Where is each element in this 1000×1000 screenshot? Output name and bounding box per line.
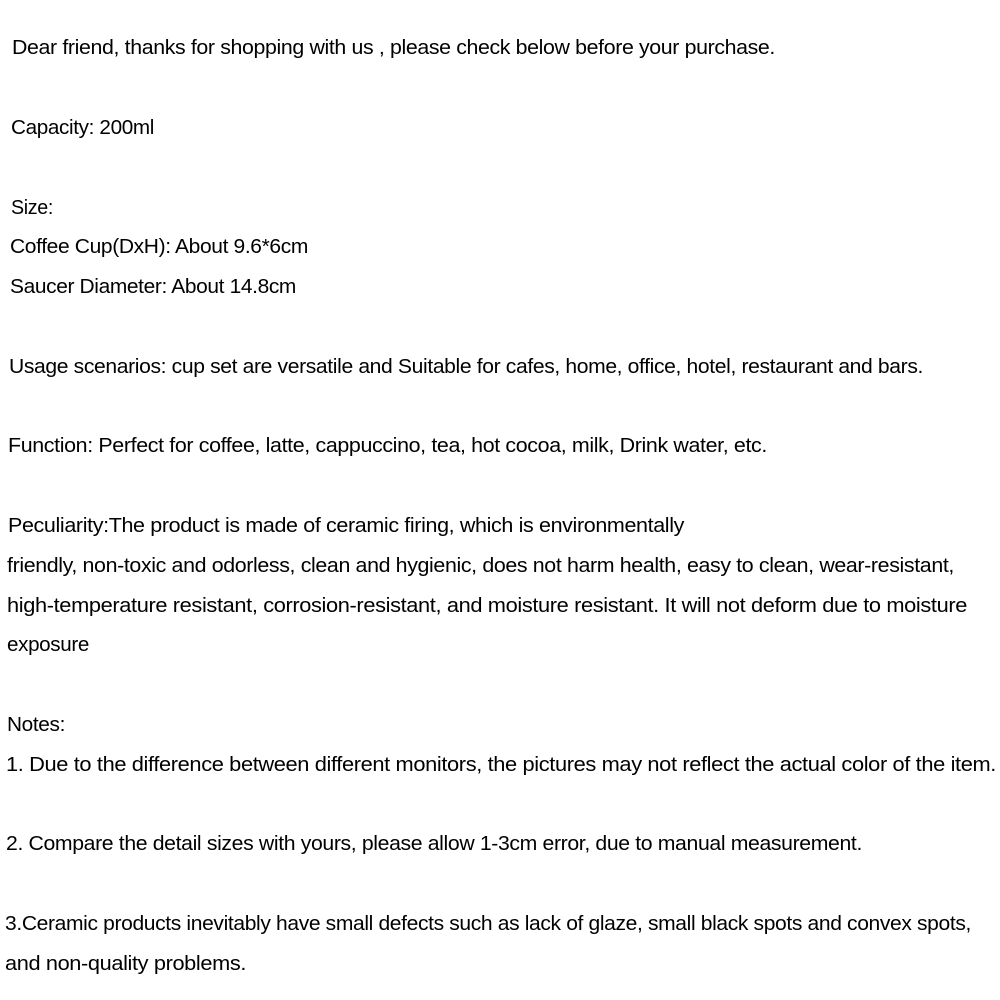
peculiarity-line-1: Peculiarity:The product is made of ceramic firing, which is environmentally: [8, 514, 684, 537]
note-1: 1. Due to the difference between different monitors, the pictures may not reflect the actual color of the item.: [6, 753, 996, 776]
note-2: 2. Compare the detail sizes with yours, please allow 1-3cm error, due to manual measurement.: [6, 832, 862, 855]
peculiarity-line-4: exposure: [7, 633, 89, 656]
peculiarity-line-3: high-temperature resistant, corrosion-resistant, and moisture resistant. It will not deform due to moisture: [7, 594, 967, 617]
cup-size-text: Coffee Cup(DxH): About 9.6*6cm: [10, 235, 308, 258]
note-3-line-2: and non-quality problems.: [5, 952, 246, 975]
peculiarity-line-2: friendly, non-toxic and odorless, clean and hygienic, does not harm health, easy to clean, wear-resistant,: [7, 554, 954, 577]
notes-heading: Notes:: [7, 713, 65, 736]
note-3-line-1: 3.Ceramic products inevitably have small defects such as lack of glaze, small black spots and convex spots,: [5, 912, 971, 935]
size-heading: Size:: [11, 196, 53, 219]
saucer-size-text: Saucer Diameter: About 14.8cm: [10, 275, 296, 298]
greeting-text: Dear friend, thanks for shopping with us , please check below before your purchase.: [12, 36, 775, 59]
usage-text: Usage scenarios: cup set are versatile and Suitable for cafes, home, office, hotel, restaurant and bars.: [9, 355, 923, 378]
capacity-text: Capacity: 200ml: [11, 116, 155, 139]
function-text: Function: Perfect for coffee, latte, cappuccino, tea, hot cocoa, milk, Drink water, etc.: [8, 434, 767, 457]
